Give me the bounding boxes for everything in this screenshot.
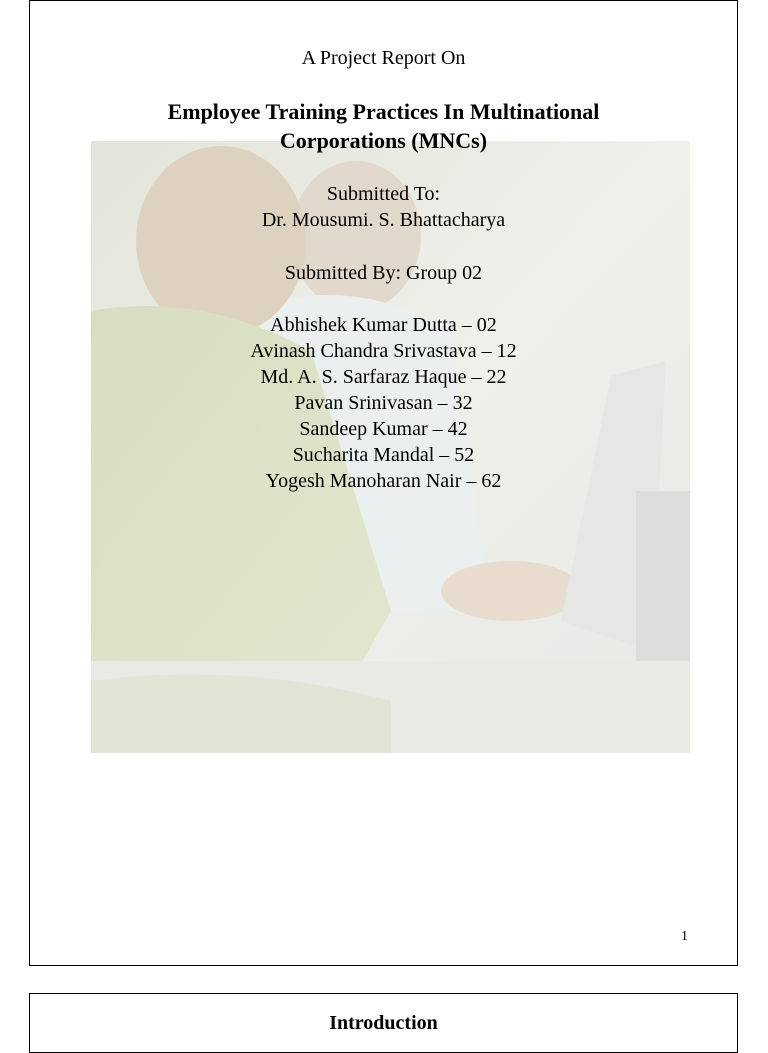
page-number: 1 [681,929,688,944]
submitted-to-name: Dr. Mousumi. S. Bhattacharya [261,209,506,231]
member-item: Sandeep Kumar – 42 [299,418,468,440]
member-list [30,312,737,494]
member-item: Yogesh Manoharan Nair – 62 [265,470,502,492]
report-heading: A Project Report On [301,47,466,69]
submitted-to-label: Submitted To: [326,183,441,205]
member-item: Abhishek Kumar Dutta – 02 [270,314,497,336]
member-item: Avinash Chandra Srivastava – 12 [250,340,517,362]
submitted-by: Submitted By: Group 02 [284,262,483,284]
member-item: Md. A. S. Sarfaraz Haque – 22 [260,366,507,388]
member-item: Pavan Srinivasan – 32 [294,392,473,414]
report-title-line-2: Corporations (MNCs) [279,128,488,153]
member-item: Sucharita Mandal – 52 [292,444,475,466]
next-page [29,993,738,1053]
cover-page [29,0,738,966]
report-title-line-1: Employee Training Practices In Multinational [167,99,600,124]
introduction-heading: Introduction [329,1012,438,1034]
